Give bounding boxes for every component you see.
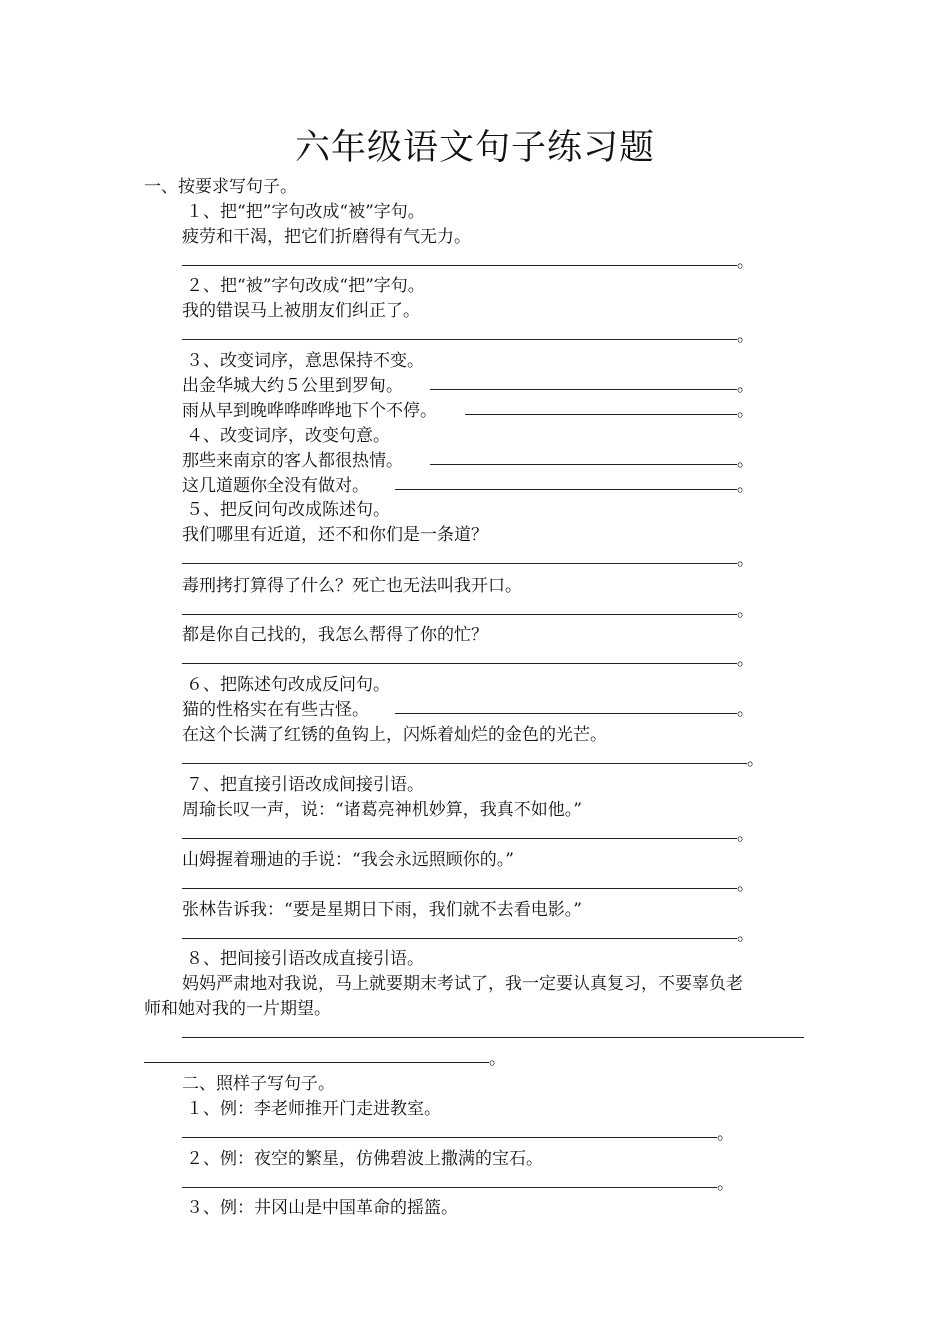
example-1: １、例：李老师推开门走进教室。 — [186, 1099, 441, 1119]
period-mark: 。 — [717, 1124, 734, 1144]
question-3-sentence-a: 出金华城大约５公里到罗甸。 — [182, 376, 403, 396]
question-3: ３、改变词序，意思保持不变。 — [186, 351, 424, 371]
page-title: 六年级语文句子练习题 — [294, 128, 655, 168]
period-mark: 。 — [717, 1174, 734, 1194]
question-6-sentence-b: 在这个长满了红锈的鱼钩上，闪烁着灿烂的金色的光芒。 — [182, 725, 607, 745]
question-4-sentence-a: 那些来南京的客人都很热情。 — [182, 451, 403, 471]
question-8-sentence-line1: 妈妈严肃地对我说，马上就要期末考试了，我一定要认真复习，不要辜负老 — [182, 974, 743, 994]
example-2: ２、例：夜空的繁星，仿佛碧波上撒满的宝石。 — [186, 1149, 543, 1169]
period-mark: 。 — [737, 875, 754, 895]
question-7-sentence-a: 周瑜长叹一声，说：“诸葛亮神机妙算，我真不如他。” — [182, 800, 582, 820]
answer-blank-3a[interactable] — [430, 375, 754, 397]
question-7-sentence-c: 张林告诉我：“要是星期日下雨，我们就不去看电影。” — [182, 900, 582, 920]
period-mark: 。 — [747, 750, 764, 770]
answer-blank-8-line2[interactable] — [144, 1048, 506, 1070]
period-mark: 。 — [737, 252, 754, 272]
answer-blank-5c[interactable] — [182, 649, 754, 671]
question-4: ４、改变词序，改变句意。 — [186, 426, 390, 446]
period-mark: 。 — [737, 825, 754, 845]
answer-blank-7a[interactable] — [182, 824, 754, 846]
answer-blank-2[interactable] — [182, 325, 754, 347]
period-mark: 。 — [737, 925, 754, 945]
question-5: ５、把反问句改成陈述句。 — [186, 500, 390, 520]
period-mark: 。 — [737, 650, 754, 670]
question-4-sentence-b: 这几道题你全没有做对。 — [182, 476, 369, 496]
answer-blank-4b[interactable] — [395, 475, 754, 497]
answer-blank-7b[interactable] — [182, 874, 754, 896]
question-5-sentence-a: 我们哪里有近道，还不和你们是一条道？ — [182, 525, 488, 545]
question-6: ６、把陈述句改成反问句。 — [186, 675, 390, 695]
answer-blank-e2[interactable] — [182, 1173, 734, 1195]
period-mark: 。 — [737, 700, 754, 720]
question-1: １、把“把”字句改成“被”字句。 — [186, 202, 425, 222]
answer-blank-8-line1[interactable] — [182, 1023, 804, 1045]
answer-blank-3b[interactable] — [465, 400, 754, 422]
period-mark: 。 — [737, 476, 754, 496]
question-1-sentence: 疲劳和干渴，把它们折磨得有气无力。 — [182, 227, 471, 247]
example-3: ３、例：井冈山是中国革命的摇篮。 — [186, 1198, 458, 1218]
answer-blank-6a[interactable] — [395, 699, 754, 721]
answer-blank-e1[interactable] — [182, 1123, 734, 1145]
period-mark: 。 — [737, 376, 754, 396]
question-2: ２、把“被”字句改成“把”字句。 — [186, 276, 425, 296]
question-8-sentence-line2: 师和她对我的一片期望。 — [144, 999, 331, 1019]
period-mark: 。 — [489, 1049, 506, 1069]
section-heading-2: 二、照样子写句子。 — [182, 1074, 335, 1094]
question-7: ７、把直接引语改成间接引语。 — [186, 775, 424, 795]
section-heading-1: 一、按要求写句子。 — [144, 177, 297, 197]
question-6-sentence-a: 猫的性格实在有些古怪。 — [182, 700, 369, 720]
question-2-sentence: 我的错误马上被朋友们纠正了。 — [182, 301, 420, 321]
question-5-sentence-c: 都是你自己找的，我怎么帮得了你的忙？ — [182, 625, 488, 645]
answer-blank-4a[interactable] — [430, 450, 754, 472]
answer-blank-6b[interactable] — [182, 749, 764, 771]
answer-blank-7c[interactable] — [182, 924, 754, 946]
question-7-sentence-b: 山姆握着珊迪的手说：“我会永远照顾你的。” — [182, 850, 514, 870]
answer-blank-5a[interactable] — [182, 549, 754, 571]
period-mark: 。 — [737, 326, 754, 346]
question-3-sentence-b: 雨从早到晚哗哗哗哗地下个不停。 — [182, 401, 437, 421]
answer-blank-5b[interactable] — [182, 600, 754, 622]
period-mark: 。 — [737, 401, 754, 421]
period-mark: 。 — [737, 451, 754, 471]
period-mark: 。 — [737, 550, 754, 570]
answer-blank-1[interactable] — [182, 251, 754, 273]
question-5-sentence-b: 毒刑拷打算得了什么？死亡也无法叫我开口。 — [182, 576, 522, 596]
question-8: ８、把间接引语改成直接引语。 — [186, 949, 424, 969]
period-mark: 。 — [737, 601, 754, 621]
